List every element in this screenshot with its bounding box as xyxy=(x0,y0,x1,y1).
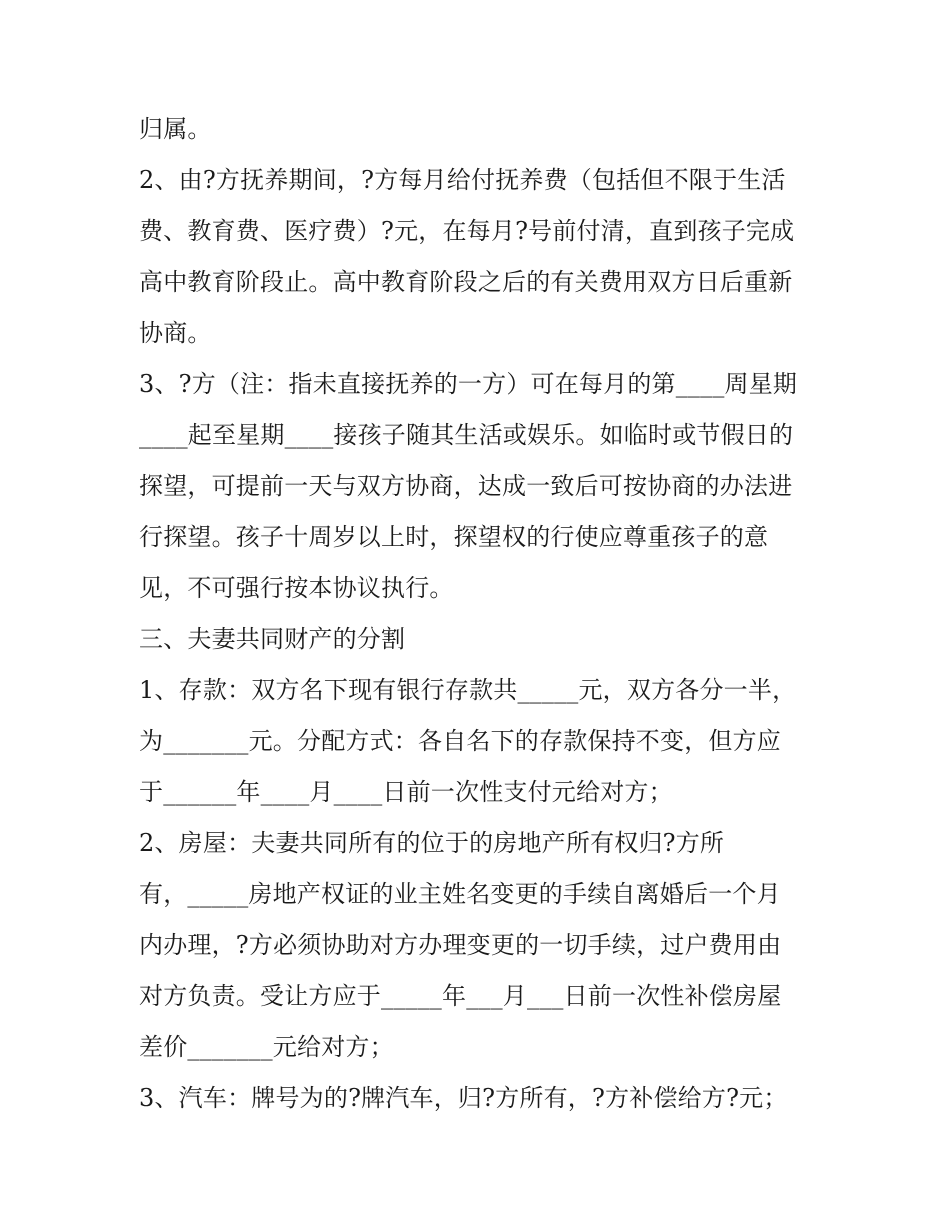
text-line: 有，_____房地产权证的业主姓名变更的手续自离婚后一个月 xyxy=(139,880,781,908)
text-line: 内办理，?方必须协助对方办理变更的一切手续，过户费用由 xyxy=(139,931,782,959)
text-line: 1、存款：双方名下现有银行存款共_____元，双方各分一半， xyxy=(139,676,797,704)
text-line: 行探望。孩子十周岁以上时，探望权的行使应尊重孩子的意 xyxy=(139,523,769,551)
text-line: 对方负责。受让方应于_____年___月___日前一次性补偿房屋 xyxy=(139,982,782,1010)
text-line: 归属。 xyxy=(139,115,212,143)
text-line: 3、汽车：牌号为的?牌汽车，归?方所有，?方补偿给方?元； xyxy=(139,1084,788,1112)
text-line: 费、教育费、医疗费）?元，在每月?号前付清，直到孩子完成 xyxy=(139,217,795,245)
text-line: 协商。 xyxy=(139,319,212,347)
text-line: 于______年____月____日前一次性支付元给对方； xyxy=(139,778,673,806)
text-line: ____起至星期____接孩子随其生活或娱乐。如临时或节假日的 xyxy=(139,421,794,449)
text-line: 为_______元。分配方式：各自名下的存款保持不变，但方应 xyxy=(139,727,781,755)
text-line: 2、由?方抚养期间，?方每月给付抚养费（包括但不限于生活 xyxy=(139,166,786,194)
section-heading: 三、夫妻共同财产的分割 xyxy=(139,625,406,653)
text-line: 探望，可提前一天与双方协商，达成一致后可按协商的办法进 xyxy=(139,472,793,500)
text-line: 差价_______元给对方； xyxy=(139,1033,394,1061)
text-line: 3、?方（注：指未直接抚养的一方）可在每月的第____周星期 xyxy=(139,370,798,398)
text-line: 高中教育阶段止。高中教育阶段之后的有关费用双方日后重新 xyxy=(139,268,793,296)
text-line: 见，不可强行按本协议执行。 xyxy=(139,574,454,602)
document-body xyxy=(139,104,829,1124)
text-line: 2、房屋：夫妻共同所有的位于的房地产所有权归?方所 xyxy=(139,829,725,857)
